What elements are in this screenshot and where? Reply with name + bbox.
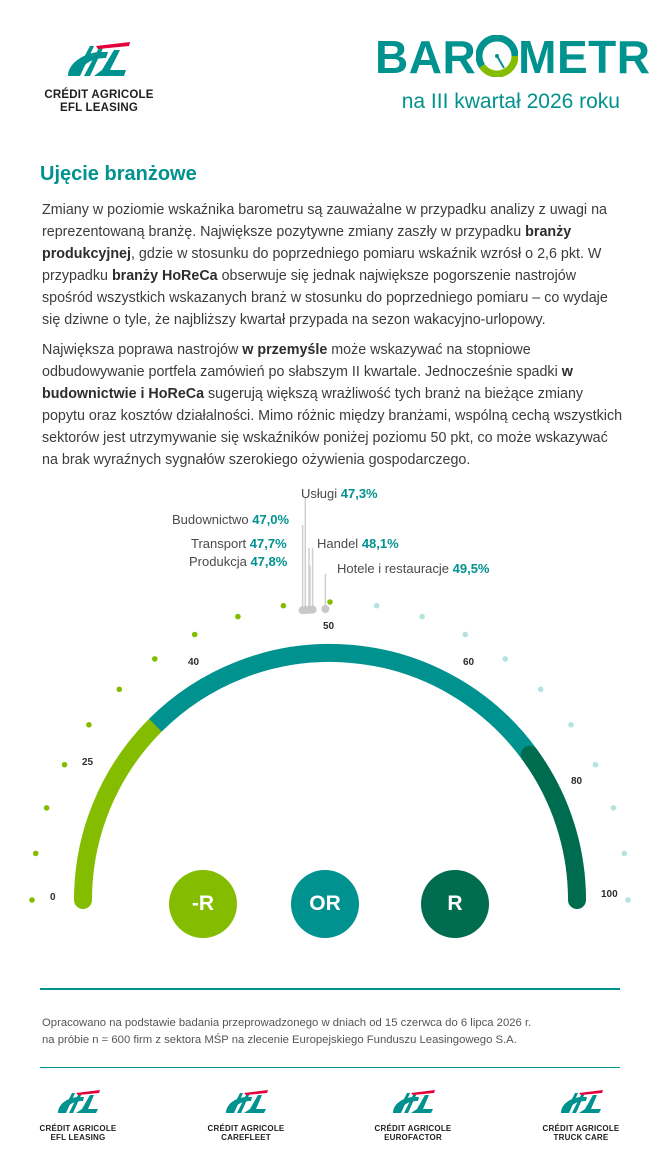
title-part1: BAR (375, 31, 477, 83)
paragraph-2-bold-1: w przemyśle (242, 342, 328, 358)
title-part2: METR (518, 31, 651, 83)
scale-dot (593, 762, 599, 768)
paragraph-2-text-1: Największa poprawa nastrojów (42, 342, 243, 358)
ca-logo-icon (353, 1085, 473, 1119)
sector-pin-dot (306, 606, 314, 614)
paragraph-1 (42, 199, 627, 331)
scale-dot (538, 687, 544, 693)
barometer-gauge (0, 470, 660, 950)
sector-label-budownictwo: Budownictwo 47,0% (172, 512, 290, 527)
page-title (375, 31, 651, 83)
ca-logo-icon (186, 1085, 306, 1119)
scale-dot (152, 656, 158, 662)
section-title: Ujęcie branżowe (40, 163, 197, 185)
footnote-line2: na próbie n = 600 firm z sektora MŚP na zlecenie Europejskiego Funduszu Leasingowego S.A. (42, 1034, 517, 1046)
scale-dot (463, 632, 469, 638)
sector-label-produkcja: Produkcja 47,8% (189, 554, 288, 569)
scale-dot (419, 614, 425, 620)
scale-dot (33, 851, 39, 857)
scale-dot (86, 722, 92, 728)
tick-50: 50 (323, 621, 335, 632)
zone-circle-minus-r: -R (169, 870, 237, 938)
gauge-o-icon (476, 35, 518, 75)
scale-dot (235, 614, 241, 620)
paragraph-1-text-3: obserwuje się jednak największe pogorszenie nastrojów spośród wszystkich wskazanych branż w stosunku do poprzedniego pomiaru – co wydaje się dziwne o tyle, że najbliższy kwartał przypada na sezon wakacyjno-urlopowy. (42, 268, 608, 328)
sector-pin-dot (321, 605, 329, 613)
arc-segment-teal (155, 653, 530, 755)
tick-25: 25 (82, 757, 94, 768)
zone-circle-r: R (421, 870, 489, 938)
scale-dot (281, 603, 287, 609)
scale-dot (192, 632, 198, 638)
scale-dot (568, 722, 574, 728)
scale-dot (502, 656, 508, 662)
footer-logo-eurofactor: CRÉDIT AGRICOLE EUROFACTOR (353, 1085, 473, 1142)
scale-dot (374, 603, 380, 609)
scale-dot (29, 897, 35, 903)
scale-dot (622, 851, 628, 857)
paragraph-1-text-1: Zmiany w poziomie wskaźnika barometru są zauważalne w przypadku analizy z uwagi na reprezentowaną branżę. Największe pozytywne zmiany zaszły w przypadku (42, 202, 607, 240)
divider-top (40, 988, 620, 990)
paragraph-1-bold-2: branży HoReCa (111, 268, 218, 284)
paragraph-2 (42, 339, 627, 471)
footer-logo-efl: CRÉDIT AGRICOLE EFL LEASING (18, 1085, 138, 1142)
footer-logo-truckcare: CRÉDIT AGRICOLE TRUCK CARE (521, 1085, 641, 1142)
zone-circle-or: OR (291, 870, 359, 938)
scale-dot (327, 599, 333, 605)
tick-60: 60 (463, 657, 475, 668)
tick-80: 80 (571, 776, 583, 787)
paragraph-2-bold-2: w budownictwie i HoReCa (42, 364, 573, 402)
paragraph-2-text-2: może wskazywać na stopniowe odbudowywanie portfela zamówień po słabszym II kwartale. Jednocześnie spadki (42, 342, 562, 380)
ca-logo-icon (521, 1085, 641, 1119)
logo-line2: EFL LEASING (59, 102, 139, 114)
sector-label-hotele: Hotele i restauracje 49,5% (337, 561, 490, 576)
paragraph-1-text-2: , gdzie w stosunku do poprzedniego pomiaru wskaźnik wzrósł o 2,6 pkt. W przypadku (42, 246, 602, 284)
arc-segment-dark-green (530, 755, 577, 900)
header-logo (34, 36, 164, 115)
ca-logo-icon (18, 1085, 138, 1119)
sector-label-uslugi: Usługi 47,3% (301, 486, 378, 501)
scale-dot (611, 805, 617, 811)
scale-dot (117, 687, 123, 693)
scale-dot (62, 762, 68, 768)
scale-dot (625, 897, 631, 903)
tick-0: 0 (50, 892, 56, 903)
logo-line1: CRÉDIT AGRICOLE (44, 89, 154, 101)
sector-label-transport: Transport 47,7% (191, 536, 287, 551)
footnote-line1: Opracowano na podstawie badania przeprowadzonego w dniach od 15 czerwca do 6 lipca 2026 r. (42, 1017, 532, 1029)
ca-logo-icon (34, 36, 164, 88)
footnote (42, 1015, 622, 1049)
sector-label-handel: Handel 48,1% (317, 536, 399, 551)
tick-40: 40 (188, 657, 200, 668)
scale-dot (44, 805, 50, 811)
arc-segment-green (83, 725, 155, 900)
footer-logo-carefleet: CRÉDIT AGRICOLE CAREFLEET (186, 1085, 306, 1142)
paragraph-2-text-3: sugerują większą wrażliwość tych branż na bieżące zmiany popytu oraz kosztów działalności. Mimo różnic między branżami, wspólną cechą wszystkich sektorów jest utrzymywanie się wskaźników poniżej poziomu 50 pkt, co może wskazywać na brak wyraźnych sygnałów szerokiego ożywienia gospodarczego. (42, 386, 623, 468)
tick-100: 100 (601, 889, 618, 900)
paragraph-1-bold-1: branży produkcyjnej (42, 224, 572, 262)
subtitle: na III kwartał 2026 roku (401, 90, 620, 113)
divider-bottom (40, 1067, 620, 1068)
